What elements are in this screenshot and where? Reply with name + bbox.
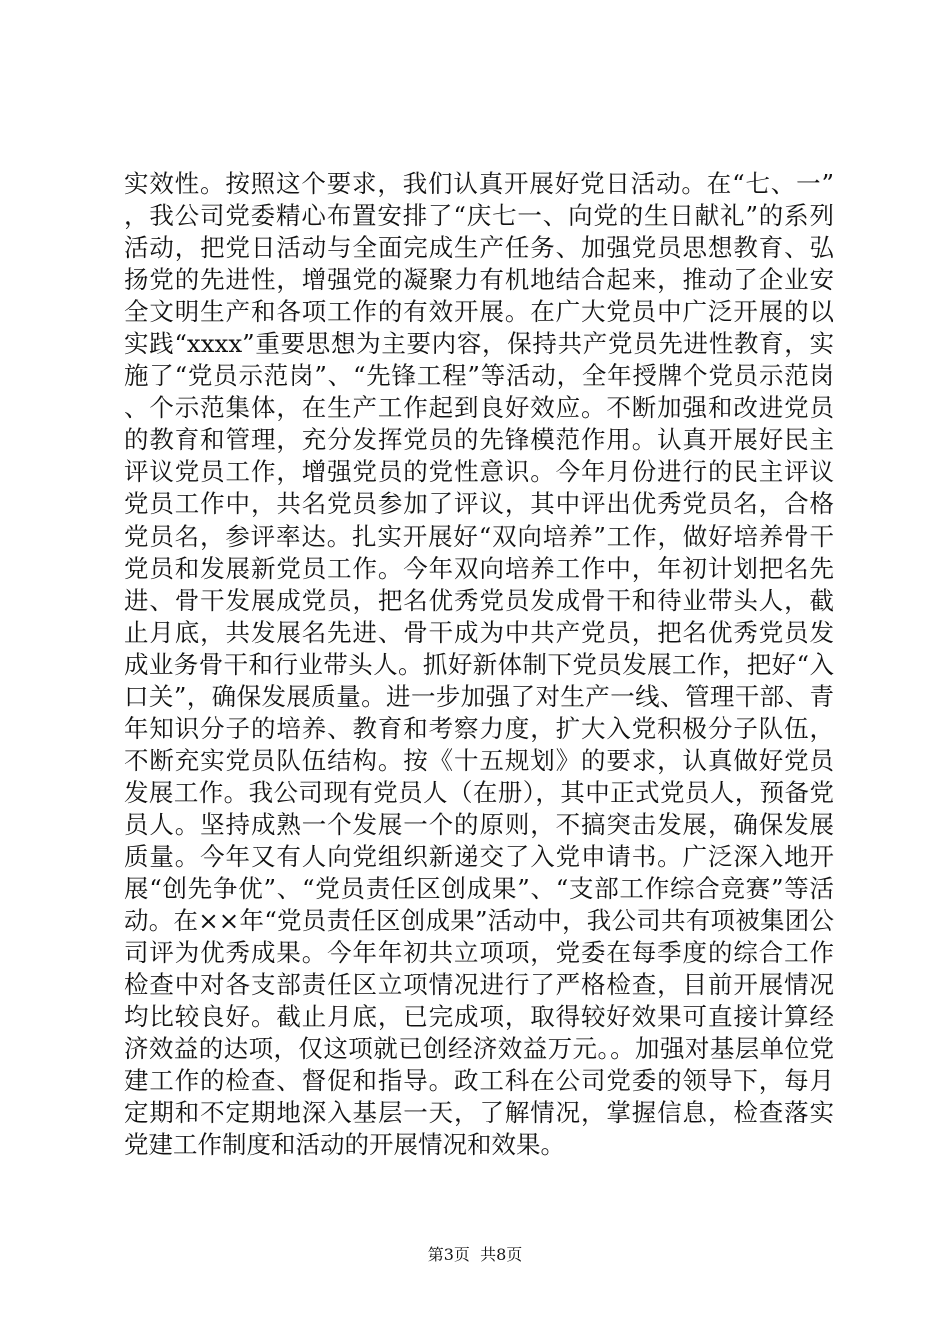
page-footer xyxy=(0,1245,950,1265)
page-number-total: 共8页 xyxy=(480,1245,523,1264)
footer-spacer xyxy=(470,1245,480,1264)
page-number-current: 第3页 xyxy=(427,1245,470,1264)
body-paragraph: 实效性。按照这个要求，我们认真开展好党日活动。在“七、一”，我公司党委精心布置安排了“庆七一、向党的生日献礼”的系列活动，把党日活动与全面完成生产任务、加强党员思想教育、弘扬党的先进性，增强党的凝聚力有机地结合起来，推动了企业安全文明生产和各项工作的有效开展。在广大党员中广泛开展的以实践“xxxx”重要思想为主要内容，保持共产党员先进性教育，实施了“党员示范岗”、“先锋工程”等活动，全年授牌个党员示范岗、个示范集体，在生产工作起到良好效应。不断加强和改进党员的教育和管理，充分发挥党员的先锋模范作用。认真开展好民主评议党员工作，增强党员的党性意识。今年月份进行的民主评议党员工作中，共名党员参加了评议，其中评出优秀党员名，合格党员名，参评率达。扎实开展好“双向培养”工作，做好培养骨干党员和发展新党员工作。今年双向培养工作中，年初计划把名先进、骨干发展成党员，把名优秀党员发成骨干和待业带头人，截止月底，共发展名先进、骨干成为中共产党员，把名优秀党员发成业务骨干和行业带头人。抓好新体制下党员发展工作，把好“入口关”，确保发展质量。进一步加强了对生产一线、管理干部、青年知识分子的培养、教育和考察力度，扩大入党积极分子队伍，不断充实党员队伍结构。按《十五规划》的要求，认真做好党员发展工作。我公司现有党员人（在册），其中正式党员人，预备党员人。坚持成熟一个发展一个的原则，不搞突击发展，确保发展质量。今年又有人向党组织新递交了入党申请书。广泛深入地开展“创先争优”、“党员责任区创成果”、“支部工作综合竞赛”等活动。在××年“党员责任区创成果”活动中，我公司共有项被集团公司评为优秀成果。今年年初共立项项，党委在每季度的综合工作检查中对各支部责任区立项情况进行了严格检查，目前开展情况均比较良好。截止月底，已完成项，取得较好效果可直接计算经济效益的达项，仅这项就已创经济效益万元。。加强对基层单位党建工作的检查、督促和指导。政工科在公司党委的领导下，每月定期和不定期地深入基层一天，了解情况，掌握信息，检查落实党建工作制度和活动的开展情况和效果。 xyxy=(124,169,834,1160)
